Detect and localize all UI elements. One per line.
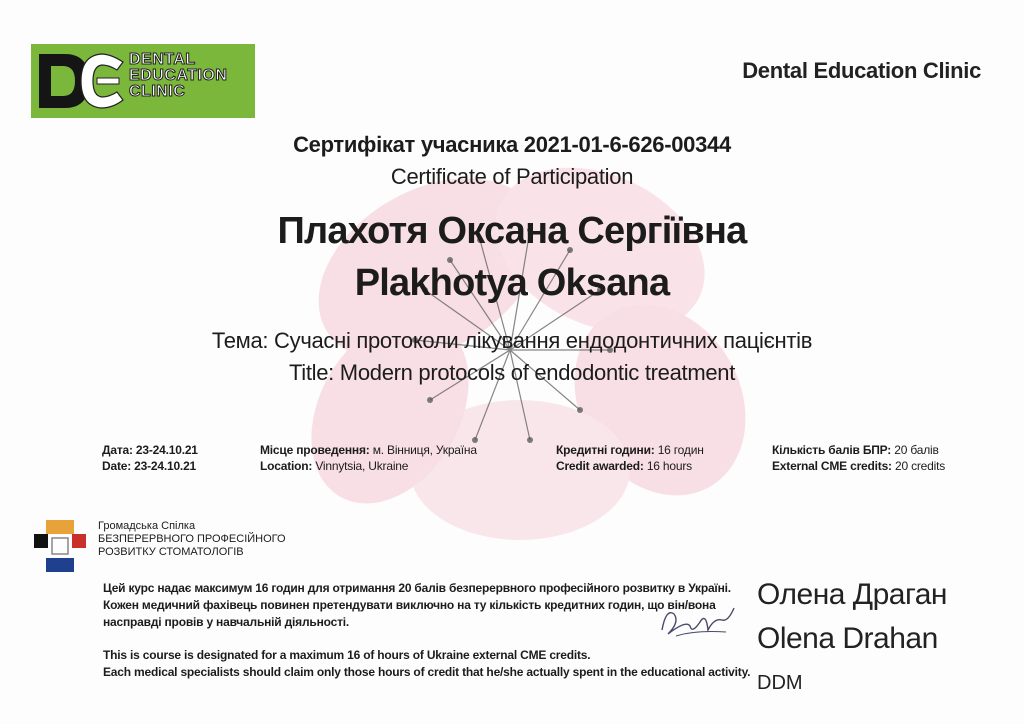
logo-text-line3: CLINIC [129,83,186,100]
logo-text-line1: DENTAL [129,51,196,68]
participant-name-en: Plakhotya Oksana [354,262,670,304]
date-value-en: 23-24.10.21 [134,459,197,473]
location-value-en: Vinnytsia, Ukraine [315,459,409,473]
organization-name [98,520,286,559]
cme-value-ua: 20 балів [894,443,939,457]
date-value-ua: 23-24.10.21 [135,443,198,457]
certificate-title: Certificate of Participation [390,164,634,189]
note-en [103,647,750,681]
credit-hours-value-en: 16 hours [646,459,692,473]
topic-ua: Тема: Сучасні протоколи лікування ендодонтичних пацієнтів [211,328,813,353]
clinic-logo [31,44,255,118]
cme-label-en: External CME credits: [772,459,892,473]
note-ua-line1: Цей курс надає максимум 16 годин для отримання 20 балів безперервного професійного розвитку в Україні. [103,581,731,595]
signer-name-en: Olena Drahan [757,622,938,655]
certificate-number: Сертифікат учасника 2021-01-6-626-00344 [293,132,731,157]
credit-hours-value-ua: 16 годин [657,443,704,457]
location-value-ua: м. Вінниця, Україна [372,443,477,457]
info-cme-credits [772,442,945,474]
location-label-ua: Місце проведення: [260,443,370,457]
clinic-name: Dental Education Clinic [742,58,981,83]
cme-label-ua: Кількість балів БПР: [772,443,892,457]
organization-line3: РОЗВИТКУ СТОМАТОЛОГІВ [98,546,244,558]
signer-degree: DDM [757,672,803,694]
credit-hours-label-ua: Кредитні години: [556,443,655,457]
organization-line1: Громадська Спілка [98,520,196,532]
note-en-line2: Each medical specialists should claim only those hours of credit that he/she actually spent in the educational activity. [103,665,751,679]
date-label-en: Date: [102,459,132,473]
logo-text-line2: EDUCATION [129,67,228,84]
signer-name-ua: Олена Драган [757,578,947,611]
info-date [102,442,198,474]
note-ua [103,580,731,631]
date-label-ua: Дата: [102,443,133,457]
note-en-line1: This is course is designated for a maximum 16 of hours of Ukraine external CME credits. [103,648,591,662]
organization-line2: БЕЗПЕРЕРВНОГО ПРОФЕСІЙНОГО [98,533,286,545]
dc-monogram-icon [31,44,129,118]
note-ua-line3: насправді провів у навчальній діяльності. [103,615,350,629]
participant-name-ua: Плахотя Оксана Сергіївна [277,210,747,252]
info-location [260,442,477,474]
note-ua-line2: Кожен медичний фахівець повинен претендувати виключно на ту кількість кредитних годин, що він/вона [103,598,716,612]
handwritten-signature [656,600,740,644]
topic-en: Title: Modern protocols of endodontic treatment [288,360,736,385]
credit-hours-label-en: Credit awarded: [556,459,644,473]
location-label-en: Location: [260,459,313,473]
info-credit-hours [556,442,704,474]
organization-logo-icon [32,518,88,574]
cme-value-en: 20 credits [894,459,946,473]
